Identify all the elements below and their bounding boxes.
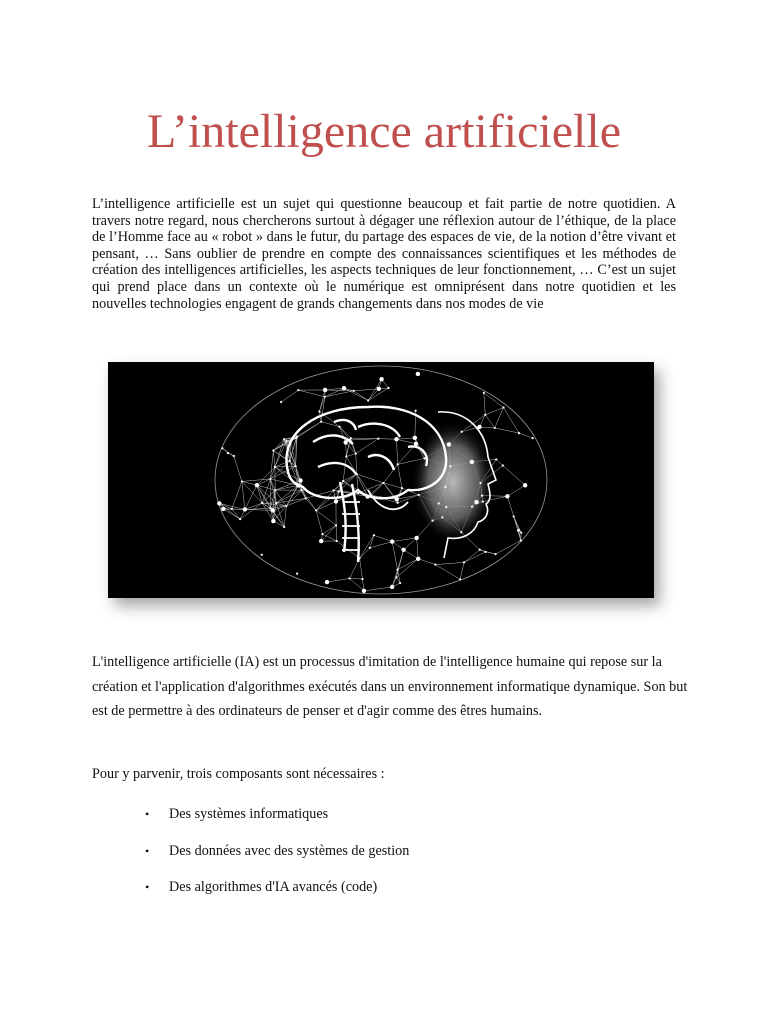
network-node xyxy=(447,442,451,446)
network-node xyxy=(441,516,443,518)
network-node xyxy=(532,437,534,439)
network-node xyxy=(362,589,366,593)
network-node xyxy=(295,437,297,439)
network-node xyxy=(275,502,277,504)
network-node xyxy=(395,576,397,578)
definition-paragraph: L'intelligence artificielle (IA) est un processus d'imitation de l'intelligence humaine qui repose sur la création et l'application d'algorithmes exécutés dans un environnement informatique dynamique. Son but est de permettre à des ordinateurs de penser et d'agir comme des êtres humains. xyxy=(92,654,688,720)
network-node xyxy=(342,386,346,390)
network-node xyxy=(233,455,235,457)
bullet-icon: • xyxy=(145,807,150,821)
network-node xyxy=(320,421,322,423)
network-node xyxy=(449,465,451,467)
network-node xyxy=(323,388,327,392)
network-node xyxy=(460,531,462,533)
network-node xyxy=(513,515,515,517)
components-intro: Pour y parvenir, trois composants sont nécessaires : xyxy=(92,766,385,782)
network-node xyxy=(345,455,347,457)
network-node xyxy=(484,551,486,553)
network-node xyxy=(325,580,329,584)
list-item xyxy=(92,802,676,839)
network-node xyxy=(394,437,398,441)
network-node xyxy=(377,387,381,391)
network-node xyxy=(315,509,317,511)
network-node xyxy=(272,449,274,451)
network-node xyxy=(283,438,285,440)
network-node xyxy=(494,553,496,555)
network-node xyxy=(479,482,481,484)
network-node xyxy=(290,440,292,442)
network-node xyxy=(494,427,496,429)
network-node xyxy=(274,489,276,491)
network-node xyxy=(523,483,527,487)
network-node xyxy=(463,561,465,563)
network-node xyxy=(373,534,375,536)
bullet-icon: • xyxy=(145,880,150,894)
network-node xyxy=(335,524,337,526)
network-node xyxy=(285,440,287,442)
network-node xyxy=(444,486,446,488)
network-node xyxy=(319,539,323,543)
network-node xyxy=(414,536,418,540)
network-node xyxy=(397,502,399,504)
network-node xyxy=(414,410,416,412)
network-node xyxy=(336,540,338,542)
network-node xyxy=(520,532,522,534)
network-node xyxy=(520,539,522,541)
network-node xyxy=(271,508,275,512)
network-node xyxy=(304,497,306,499)
network-node xyxy=(261,554,263,556)
ai-head-illustration xyxy=(108,362,654,598)
network-node xyxy=(231,508,233,510)
network-node xyxy=(283,526,285,528)
network-node xyxy=(479,549,481,551)
network-node xyxy=(318,410,320,412)
network-node xyxy=(382,482,384,484)
network-node xyxy=(445,506,447,508)
network-node xyxy=(296,573,298,575)
network-node xyxy=(387,387,389,389)
network-node xyxy=(401,548,405,552)
network-node xyxy=(390,585,394,589)
network-node xyxy=(280,401,282,403)
network-node xyxy=(484,414,486,416)
ai-head-network-icon xyxy=(108,362,654,598)
list-item-text: Des données avec des systèmes de gestion xyxy=(169,842,410,859)
network-node xyxy=(332,489,334,491)
network-node xyxy=(416,372,420,376)
network-node xyxy=(301,489,303,491)
network-node xyxy=(298,478,302,482)
components-list xyxy=(92,802,676,912)
network-node xyxy=(431,520,433,522)
network-node xyxy=(243,507,247,511)
network-node xyxy=(474,500,478,504)
network-node xyxy=(337,490,339,492)
network-node xyxy=(434,563,436,565)
network-node xyxy=(459,578,461,580)
network-node xyxy=(358,557,360,559)
list-item xyxy=(92,875,676,912)
network-node xyxy=(495,458,497,460)
network-node xyxy=(390,539,394,543)
network-node xyxy=(297,389,299,391)
network-node xyxy=(334,499,338,503)
network-node xyxy=(348,577,350,579)
network-node xyxy=(481,494,483,496)
network-node xyxy=(397,463,399,465)
network-node xyxy=(221,447,223,449)
network-node xyxy=(241,480,243,482)
network-node xyxy=(369,547,371,549)
network-node xyxy=(370,494,372,496)
network-node xyxy=(353,390,355,392)
network-node xyxy=(483,392,485,394)
network-node xyxy=(255,483,259,487)
network-node xyxy=(239,518,241,520)
network-node xyxy=(269,478,271,480)
network-node xyxy=(505,494,509,498)
network-node xyxy=(261,502,263,504)
network-node xyxy=(416,557,420,561)
network-node xyxy=(438,502,440,504)
network-node xyxy=(477,425,481,429)
list-item-text: Des systèmes informatiques xyxy=(169,806,329,822)
network-node xyxy=(338,426,340,428)
network-node xyxy=(418,494,420,496)
intro-paragraph: L’intelligence artificielle est un sujet qui questionne beaucoup et fait partie de notre quotidien. A travers notre regard, nous chercherons surtout à dégager une réflexion autour de l’éthique, de la place de l’Homme face au « robot » dans le futur, du partage des espaces de vie, de la notion d’être vivant et pensant, … Sans oublier de prendre en compte des connaissances scientifiques et les méthodes de création des intelligences artificielles, les aspects techniques de leur fonctionnement, … C’est un sujet qui prend place dans un contexte où le numérique est omniprésent dans notre quotidien et les nouvelles technologies engagent de grands changements dans nos modes de vie xyxy=(92,196,676,312)
network-node xyxy=(289,460,291,462)
network-node xyxy=(423,457,425,459)
network-node xyxy=(274,466,276,468)
network-node xyxy=(482,500,484,502)
network-node xyxy=(365,494,369,498)
network-node xyxy=(396,569,398,571)
list-item xyxy=(92,839,676,876)
network-node xyxy=(343,440,347,444)
bullet-icon: • xyxy=(145,843,150,858)
network-node xyxy=(471,506,473,508)
network-node xyxy=(377,438,379,440)
network-node xyxy=(321,533,323,535)
network-node xyxy=(357,492,359,494)
network-node xyxy=(470,460,474,464)
network-node xyxy=(502,406,504,408)
network-node xyxy=(227,452,229,454)
network-node xyxy=(502,464,504,466)
network-node xyxy=(399,582,401,584)
network-node xyxy=(350,437,352,439)
network-node xyxy=(395,497,399,501)
network-node xyxy=(296,483,300,487)
network-node xyxy=(349,439,351,441)
network-node xyxy=(355,453,357,455)
network-node xyxy=(401,487,403,489)
network-node xyxy=(518,529,520,531)
network-node xyxy=(285,505,287,507)
network-node xyxy=(518,432,520,434)
network-node xyxy=(342,480,344,482)
network-node xyxy=(361,578,363,580)
network-node xyxy=(221,507,225,511)
network-node xyxy=(295,465,297,467)
list-item-text: Des algorithmes d'IA avancés (code) xyxy=(169,879,378,895)
network-node xyxy=(414,442,418,446)
network-node xyxy=(271,519,275,523)
network-node xyxy=(379,377,383,381)
network-node xyxy=(461,431,463,433)
network-node xyxy=(413,436,417,440)
network-node xyxy=(356,473,358,475)
network-node xyxy=(217,501,221,505)
network-node xyxy=(367,399,369,401)
network-node xyxy=(324,396,326,398)
document-title: L’intelligence artificielle xyxy=(147,105,621,158)
